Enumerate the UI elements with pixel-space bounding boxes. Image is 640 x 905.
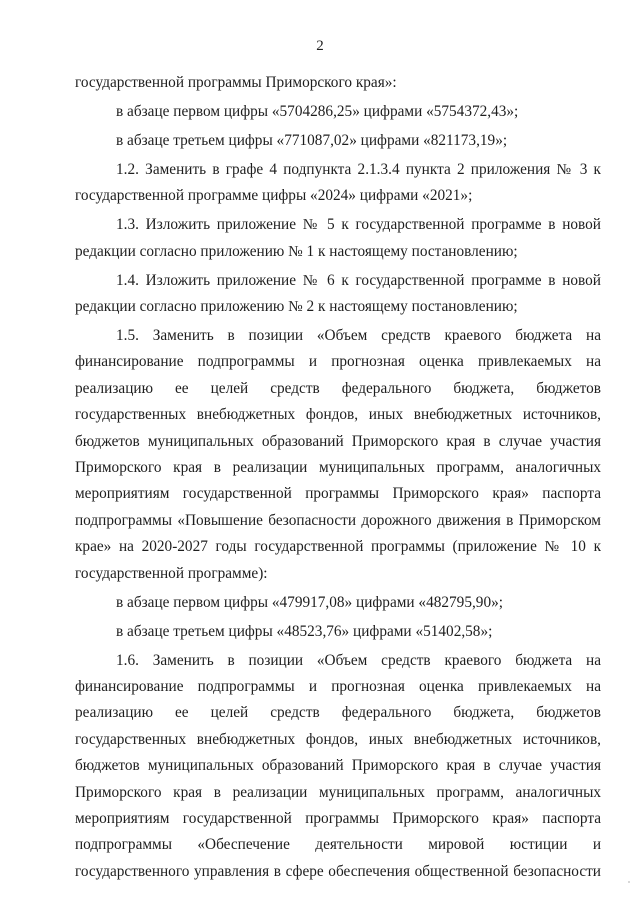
text-line: 1.3. Изложить приложение № 5 к государственной программе в новой xyxy=(116,216,601,234)
text-line: государственной программы Приморского края»: xyxy=(75,74,397,91)
text-line: подпрограммы «Повышение безопасности дорожного движения в Приморском xyxy=(75,511,601,529)
text-line: государственной программе цифры «2024» цифрами «2021»; xyxy=(75,187,473,205)
text-line: государственной программе): xyxy=(75,564,268,582)
text-line: 1.4. Изложить приложение № 6 к государственной программе в новой xyxy=(116,271,601,289)
document-body xyxy=(75,70,601,885)
text-line: финансирование подпрограммы и прогнозная оценка привлекаемых на xyxy=(75,677,601,695)
scan-artifact xyxy=(628,881,630,883)
text-line: в абзаце первом цифры «479917,08» цифрами «482795,90»; xyxy=(116,593,503,611)
text-line: реализацию ее целей средств федерального бюджета, бюджетов xyxy=(75,704,601,722)
text-line: крае» на 2020-2027 годы государственной программы (приложение № 10 к xyxy=(75,538,601,556)
text-line: бюджетов муниципальных образований Приморского края в случае участия xyxy=(75,757,601,775)
text-line: 1.2. Заменить в графе 4 подпункта 2.1.3.4 пункта 2 приложения № 3 к xyxy=(116,160,601,178)
text-line: редакции согласно приложению № 1 к настоящему постановлению; xyxy=(75,242,518,260)
text-line: государственных внебюджетных фондов, иных внебюджетных источников, xyxy=(75,730,601,748)
text-line: государственного управления в сфере обеспечения общественной безопасности xyxy=(75,862,601,880)
text-line: в абзаце третьем цифры «771087,02» цифрами «821173,19»; xyxy=(116,131,508,149)
text-line: в абзаце первом цифры «5704286,25» цифрами «5754372,43»; xyxy=(116,102,519,120)
text-line: подпрограммы «Обеспечение деятельности мировой юстиции и xyxy=(75,836,601,854)
text-line: в абзаце третьем цифры «48523,76» цифрами «51402,58»; xyxy=(116,622,493,640)
text-line: бюджетов муниципальных образований Приморского края в случае участия xyxy=(75,432,601,450)
text-line: 1.5. Заменить в позиции «Объем средств краевого бюджета на xyxy=(116,327,601,345)
text-line: мероприятиям государственной программы Приморского края» паспорта xyxy=(75,809,601,827)
page-number: 2 xyxy=(316,38,324,54)
text-line: Приморского края в реализации муниципальных программ, аналогичных xyxy=(75,783,601,801)
text-line: финансирование подпрограммы и прогнозная оценка привлекаемых на xyxy=(75,353,601,371)
text-line: Приморского края в реализации муниципальных программ, аналогичных xyxy=(75,459,601,477)
text-line: мероприятиям государственной программы Приморского края» паспорта xyxy=(75,485,601,503)
text-line: реализацию ее целей средств федерального бюджета, бюджетов xyxy=(75,379,601,397)
text-line: 1.6. Заменить в позиции «Объем средств краевого бюджета на xyxy=(116,651,601,669)
text-line: редакции согласно приложению № 2 к настоящему постановлению; xyxy=(75,298,518,316)
text-line: государственных внебюджетных фондов, иных внебюджетных источников, xyxy=(75,406,601,424)
